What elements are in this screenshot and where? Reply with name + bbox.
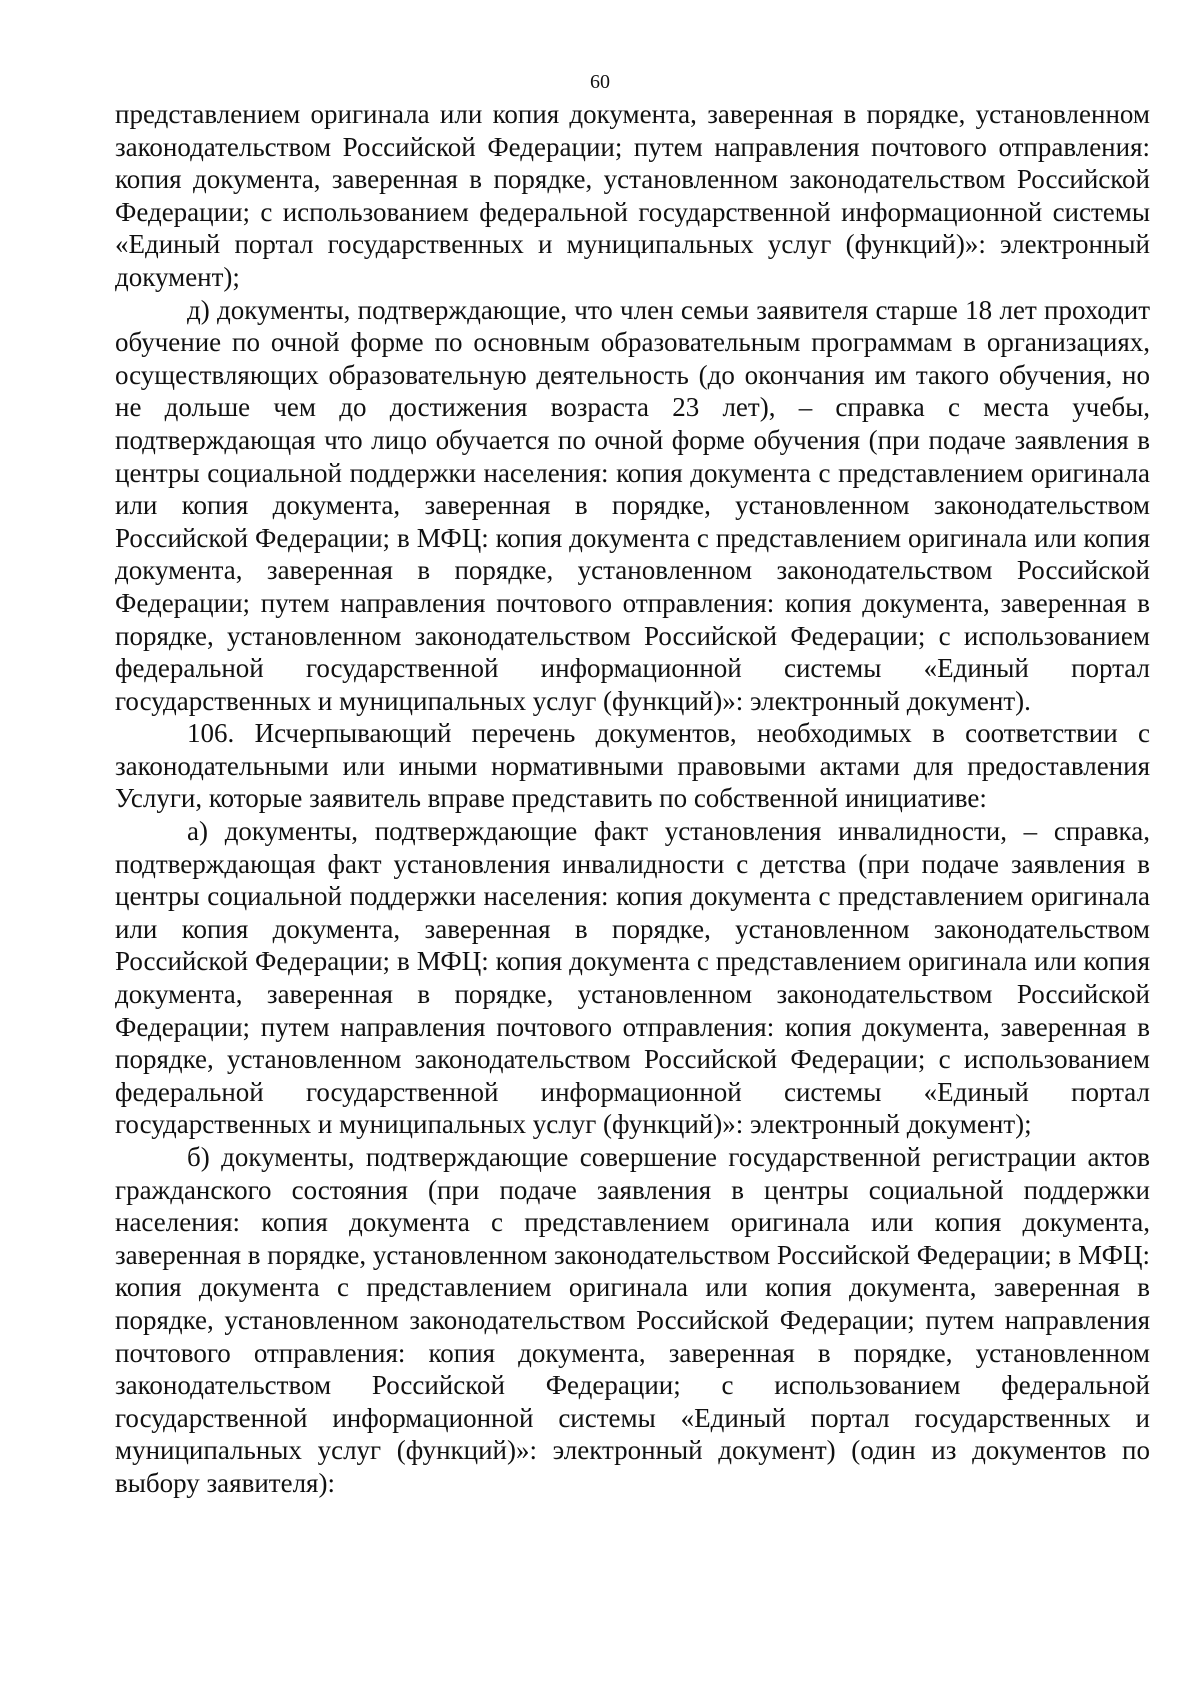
paragraph-item-b: б) документы, подтверждающие совершение государственной регистрации актов гражданского состояния (при подаче заявления в центры социальной поддержки населения: копия документа с представлением оригинала или копия документа, заверенная в порядке, установленном законодательством Российской Федерации; в МФЦ: копия документа с представлением оригинала или копия документа, заверенная в порядке, установленном законодательством Российской Федерации; путем направления почтового отправления: копия документа, заверенная в порядке, установленном законодательством Российской Федерации; с использованием федеральной государственной информационной системы «Единый портал государственных и муниципальных услуг (функций)»: электронный документ) (один из документов по выбору заявителя): [115,1142,1150,1498]
paragraph-continuation: представлением оригинала или копия документа, заверенная в порядке, установленном законодательством Российской Федерации; путем направления почтового отправления: копия документа, заверенная в порядке, установленном законодательством Российской Федерации; с использованием федеральной государственной информационной системы «Единый портал государственных и муниципальных услуг (функций)»: электронный документ); [115,99,1150,292]
document-body [115,98,1150,1500]
page-number: 60 [590,71,610,93]
paragraph-item-a: а) документы, подтверждающие факт установления инвалидности, – справка, подтверждающая факт установления инвалидности с детства (при подаче заявления в центры социальной поддержки населения: копия документа с представлением оригинала или копия документа, заверенная в порядке, установленном законодательством Российской Федерации; в МФЦ: копия документа с представлением оригинала или копия документа, заверенная в порядке, установленном законодательством Российской Федерации; путем направления почтового отправления: копия документа, заверенная в порядке, установленном законодательством Российской Федерации; с использованием федеральной государственной информационной системы «Единый портал государственных и муниципальных услуг (функций)»: электронный документ); [115,816,1150,1140]
paragraph-section-106: 106. Исчерпывающий перечень документов, необходимых в соответствии с законодательными или иными нормативными правовыми актами для предоставления Услуги, которые заявитель вправе представить по собственной инициативе: [115,718,1150,814]
paragraph-item-d: д) документы, подтверждающие, что член семьи заявителя старше 18 лет проходит обучение по очной форме по основным образовательным программам в организациях, осуществляющих образовательную деятельность (до окончания им такого обучения, но не дольше чем до достижения возраста 23 лет), – справка с места учебы, подтверждающая что лицо обучается по очной форме обучения (при подаче заявления в центры социальной поддержки населения: копия документа с представлением оригинала или копия документа, заверенная в порядке, установленном законодательством Российской Федерации; в МФЦ: копия документа с представлением оригинала или копия документа, заверенная в порядке, установленном законодательством Российской Федерации; путем направления почтового отправления: копия документа, заверенная в порядке, установленном законодательством Российской Федерации; с использованием федеральной государственной информационной системы «Единый портал государственных и муниципальных услуг (функций)»: электронный документ). [115,294,1150,716]
